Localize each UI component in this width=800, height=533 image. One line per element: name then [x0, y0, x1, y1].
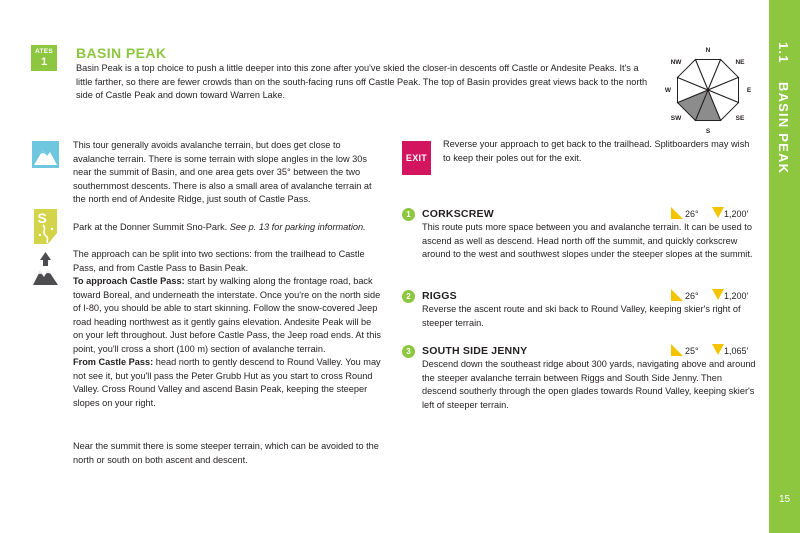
approach-uphill-icon	[32, 251, 59, 286]
compass-label-sw: SW	[670, 115, 682, 122]
to-castle-pass-label: To approach Castle Pass:	[73, 276, 185, 286]
to-castle-pass-text: start by walking along the frontage road, back toward Boreal, and underneath the interstate. Once you're on the north side of I-80, you should be able to start skinning. Follow the snow-covered Jeep road heading northwest as it gently gains elevation. Andesite Peak will be on your left throughout. Just before Castle Pass, the Jeep road ends. At this point, you'll cross a short (100 m) section of avalanche terrain.	[73, 276, 381, 354]
route-description: Descend down the southeast ridge about 300 yards, navigating above and around the steeper avalanche terrain between Riggs and South Side Jenny. Then descend southerly through the open glades towards Round Valley, keeping skier's left of steeper terrain.	[422, 359, 756, 410]
compass-label-s: S	[705, 128, 711, 135]
route-number: 1	[402, 208, 415, 221]
hazard-paragraph: This tour generally avoids avalanche terrain, but does get close to avalanche terrain. There is some terrain with slope angles in the low 30s near the summit of Basin, and one area gets over 35° between the two southernmost descents. There is also a small area of avalanche terrain at the north end of Andesite Ridge, just south of Castle Pass.	[73, 140, 372, 204]
parking-text: Park at the Donner Summit Sno-Park.	[73, 222, 228, 232]
route-slope: 26°	[685, 291, 699, 301]
parking-reference: See p. 13 for parking information.	[229, 222, 366, 232]
route-name: SOUTH SIDE JENNY	[422, 345, 528, 357]
parking-paragraph	[73, 221, 381, 235]
from-castle-pass-label: From Castle Pass:	[73, 357, 154, 367]
route-description: Reverse the ascent route and ski back to Round Valley, keeping skier's right of steeper terrain.	[422, 304, 741, 328]
chapter-side-band	[769, 0, 800, 533]
route-slope: 26°	[685, 209, 699, 219]
exit-badge: EXIT	[402, 141, 431, 175]
side-title	[769, 0, 800, 220]
compass-label-e: E	[746, 87, 752, 94]
from-castle-pass-paragraph	[73, 356, 381, 410]
slope-angle-icon	[670, 207, 683, 219]
vertical-descent-icon	[712, 207, 724, 218]
from-castle-pass-text: head north to gently descend to Round Valley. You may not see it, but you'll pass the Peter Grubb Hut as you start to cross Round Valley. Cross Round Valley and ascend Basin Peak, keeping the steeper slopes on your right.	[73, 357, 381, 408]
route-description: This route puts more space between you and avalanche terrain. It can be used to ascend as well as descend. Head north off the summit, and quickly corkscrew around to the west and southwest slopes under the steeper slopes at the summit.	[422, 222, 753, 259]
side-section-title: BASIN PEAK	[776, 82, 791, 175]
route-number: 3	[402, 345, 415, 358]
approach-intro: The approach can be split into two sections: from the trailhead to Castle Pass, and from Castle Pass to Basin Peak.	[73, 249, 365, 273]
page-title: BASIN PEAK	[76, 45, 167, 61]
vertical-descent-icon	[712, 289, 724, 300]
page-number: 15	[778, 494, 791, 505]
approach-section	[73, 248, 381, 410]
vertical-descent-icon	[712, 344, 724, 355]
route-number: 2	[402, 290, 415, 303]
exit-paragraph: Reverse your approach to get back to the trailhead. Splitboarders may wish to keep their poles out for the exit.	[443, 139, 750, 163]
avalanche-terrain-icon	[32, 141, 59, 168]
aspect-compass-diagram	[660, 44, 756, 136]
route-stats	[670, 342, 762, 358]
route-name: CORKSCREW	[422, 208, 494, 220]
sno-park-icon	[32, 207, 59, 245]
ates-rating: 1	[40, 56, 48, 68]
slope-angle-icon	[670, 344, 683, 356]
compass-label-n: N	[705, 47, 711, 54]
route-stats	[670, 205, 762, 221]
svg-text:S: S	[37, 210, 47, 226]
side-section-number: 1.1	[776, 42, 791, 64]
compass-label-nw: NW	[670, 59, 682, 66]
route-vertical: 1,200'	[724, 209, 749, 219]
ates-rating-badge	[31, 45, 57, 71]
compass-label-ne: NE	[735, 59, 745, 66]
route-stats	[670, 287, 762, 303]
summit-paragraph: Near the summit there is some steeper terrain, which can be avoided to the north or south on both ascent and descent.	[73, 441, 379, 465]
compass-label-w: W	[664, 87, 672, 94]
ates-label: ATES	[34, 48, 54, 55]
route-slope: 25°	[685, 346, 699, 356]
route-vertical: 1,065'	[724, 346, 749, 356]
compass-label-se: SE	[735, 115, 745, 122]
route-vertical: 1,200'	[724, 291, 749, 301]
slope-angle-icon	[670, 289, 683, 301]
route-name: RIGGS	[422, 290, 457, 302]
to-castle-pass-paragraph	[73, 275, 381, 356]
intro-paragraph: Basin Peak is a top choice to push a little deeper into this zone after you've skied the closer-in descents off Castle or Andesite Peaks. It's a little farther, so there are fewer crowds than on the south-facing runs off Castle Peak. The top of Basin provides great views back to the north side of Castle Peak and down toward Warren Lake.	[76, 63, 648, 100]
